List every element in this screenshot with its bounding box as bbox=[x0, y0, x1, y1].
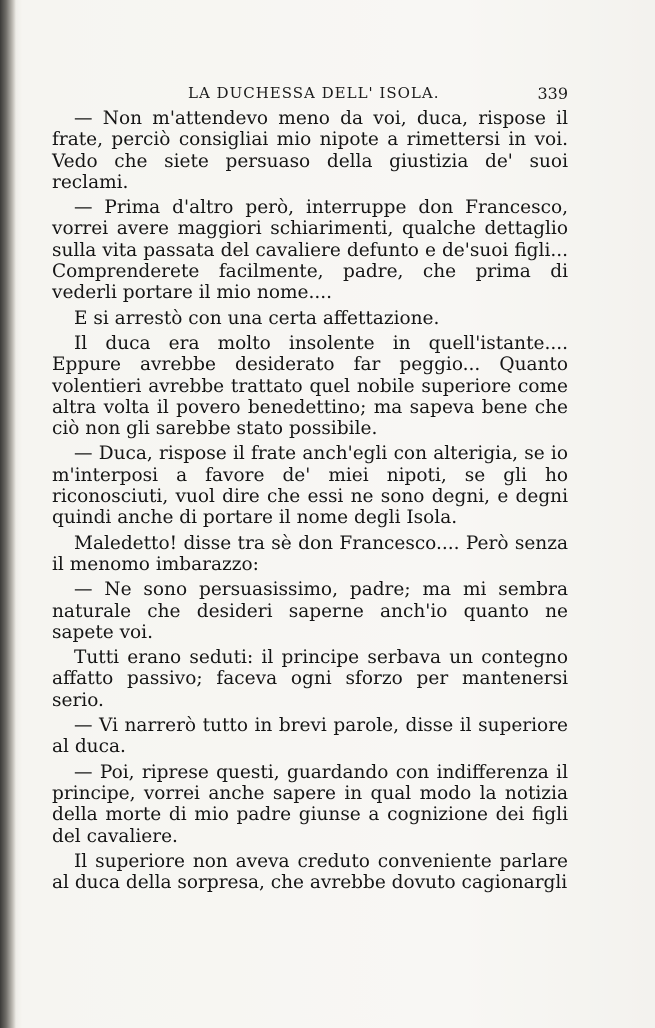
paragraph: — Ne sono persuasissimo, padre; ma mi sembra naturale che desideri saperne anch'io quanto ne sapete voi. bbox=[52, 579, 568, 643]
paragraph: — Vi narrerò tutto in brevi parole, disse il superiore al duca. bbox=[52, 715, 568, 758]
paragraph: Il superiore non aveva creduto conveniente parlare al duca della sorpresa, che avrebbe dovuto cagionargli bbox=[52, 850, 568, 894]
paragraph: — Non m'attendevo meno da voi, duca, rispose il frate, perciò consigliai mio nipote a rimettersi in voi. Vedo che siete persuaso della giustizia de' suoi reclami. bbox=[52, 108, 568, 193]
paragraph: Tutti erano seduti: il principe serbava un contegno affatto passivo; faceva ogni sforzo per mantenersi serio. bbox=[52, 647, 568, 711]
page-number: 339 bbox=[537, 84, 568, 103]
paragraph: Maledetto! disse tra sè don Francesco.... Però senza il menomo imbarazzo: bbox=[52, 532, 568, 575]
paragraph: E si arrestò con una certa affettazione. bbox=[74, 307, 440, 329]
body-text bbox=[52, 108, 568, 897]
running-title: LA DUCHESSA DELL' ISOLA. bbox=[188, 84, 440, 102]
paragraph: Il duca era molto insolente in quell'istante.... Eppure avrebbe desiderato far peggio... Quanto volentieri avrebbe trattato quel nobile superiore come altra volta il povero benedettino; ma sapeva bene che ciò non gli sarebbe stato possibile. bbox=[52, 332, 568, 440]
paragraph: — Poi, riprese questi, guardando con indifferenza il principe, vorrei anche sapere in qual modo la notizia della morte di mio padre giunse a cognizione dei figli del cavaliere. bbox=[52, 761, 568, 847]
book-spine-shadow bbox=[0, 0, 16, 1028]
paragraph: — Duca, rispose il frate anch'egli con alterigia, se io m'interposi a favore de' miei nipoti, se gli ho riconosciuti, vuol dire che essi ne sono degni, e degni quindi anche di portare il nome degli Isola. bbox=[52, 443, 568, 529]
paragraph: — Prima d'altro però, interruppe don Francesco, vorrei avere maggiori schiarimenti, qualche dettaglio sulla vita passata del cavaliere defunto e de'suoi figli... Comprenderete facilmente, padre, che prima di vederli portare il mio nome.... bbox=[52, 197, 568, 304]
running-header bbox=[188, 80, 568, 110]
